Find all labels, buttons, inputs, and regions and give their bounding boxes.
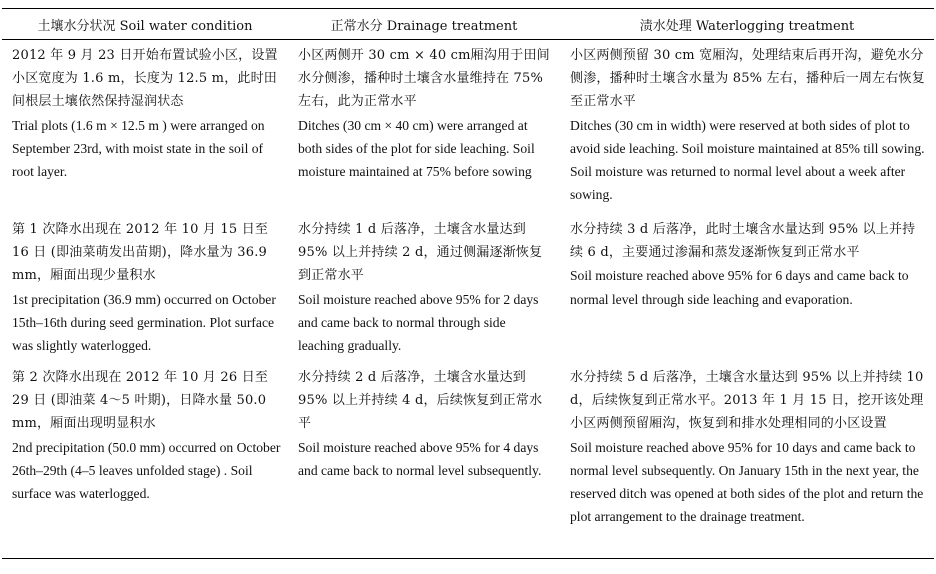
table-cell bbox=[2, 362, 288, 559]
table-cell bbox=[560, 40, 934, 215]
table-cell bbox=[560, 362, 934, 559]
table-row bbox=[2, 40, 934, 215]
table-row bbox=[2, 362, 934, 559]
cell-text-zh: 水分持续 5 d 后落净，土壤含水量达到 95% 以上并持续 10 d，后续恢复到正常水平。2013 年 1 月 15 日，挖开该处理小区两侧预留厢沟，恢复到和排水处理相同的小区设置 bbox=[570, 370, 924, 432]
cell-text-zh: 第 1 次降水出现在 2012 年 10 月 15 日至 16 日 (即油菜萌发出苗期)，降水量为 36.9 mm，厢面出现少量积水 bbox=[12, 222, 269, 284]
table-cell bbox=[288, 214, 560, 362]
table-cell bbox=[2, 214, 288, 362]
header-soil-water-condition: 土壤水分状况 Soil water condition bbox=[2, 9, 288, 40]
cell-text-en: Ditches (30 cm in width) were reserved at both sides of plot to avoid side leaching. Soil moisture maintained at 85% till sowing. Soil moisture was returned to normal level about a week after sowing. bbox=[570, 117, 925, 203]
cell-text-zh: 第 2 次降水出现在 2012 年 10 月 26 日至 29 日 (即油菜 4～5 叶期)，日降水量 50.0 mm，厢面出现明显积水 bbox=[12, 370, 269, 432]
table-cell bbox=[288, 362, 560, 559]
table-row bbox=[2, 214, 934, 362]
cell-text-zh: 水分持续 3 d 后落净，此时土壤含水量达到 95% 以上并持续 6 d，主要通过渗漏和蒸发逐渐恢复到正常水平 bbox=[570, 222, 916, 261]
cell-text-zh: 小区两侧预留 30 cm 宽厢沟，处理结束后再开沟，避免水分侧渗，播种时土壤含水量为 85% 左右，播种后一周左右恢复至正常水平 bbox=[570, 48, 925, 110]
cell-text-en: Soil moisture reached above 95% for 2 days and came back to normal through side leaching gradually. bbox=[298, 291, 539, 354]
cell-text-en: Ditches (30 cm × 40 cm) were arranged at both sides of the plot for side leaching. Soil moisture maintained at 75% before sowing bbox=[298, 117, 535, 180]
header-waterlogging-treatment: 渍水处理 Waterlogging treatment bbox=[560, 9, 934, 40]
cell-text-zh: 水分持续 2 d 后落净，土壤含水量达到 95% 以上并持续 4 d，后续恢复到正常水平 bbox=[298, 370, 543, 432]
cell-text-en: Soil moisture reached above 95% for 4 days and came back to normal level subsequently. bbox=[298, 439, 542, 478]
cell-text-zh: 小区两侧开 30 cm × 40 cm厢沟用于田间水分侧渗，播种时土壤含水量维持在 75% 左右，此为正常水平 bbox=[298, 48, 550, 110]
table-header-row bbox=[2, 9, 934, 40]
cell-text-en: Trial plots (1.6 m × 12.5 m ) were arranged on September 23rd, with moist state in the soil of root layer. bbox=[12, 117, 265, 180]
table-cell bbox=[560, 214, 934, 362]
soil-water-treatment-table bbox=[2, 8, 934, 559]
cell-text-zh: 水分持续 1 d 后落净，土壤含水量达到 95% 以上并持续 2 d，通过侧漏逐渐恢复到正常水平 bbox=[298, 222, 543, 284]
cell-text-en: 1st precipitation (36.9 mm) occurred on October 15th–16th during seed germination. Plot surface was slightly waterlogged. bbox=[12, 291, 276, 354]
cell-text-en: 2nd precipitation (50.0 mm) occurred on October 26th–29th (4–5 leaves unfolded stage) . Soil surface was waterlogged. bbox=[12, 439, 281, 502]
table-cell bbox=[2, 40, 288, 215]
cell-text-en: Soil moisture reached above 95% for 6 days and came back to normal level through side leaching and evaporation. bbox=[570, 268, 909, 307]
cell-text-zh: 2012 年 9 月 23 日开始布置试验小区，设置小区宽度为 1.6 m，长度为 12.5 m，此时田间根层土壤依然保持湿润状态 bbox=[12, 48, 278, 110]
cell-text-en: Soil moisture reached above 95% for 10 days and came back to normal level subsequently. On January 15th in the next year, the reserved ditch was opened at both sides of the plot and return the plot arrangement to the drainage treatment. bbox=[570, 439, 924, 525]
table-cell bbox=[288, 40, 560, 215]
header-drainage-treatment: 正常水分 Drainage treatment bbox=[288, 9, 560, 40]
